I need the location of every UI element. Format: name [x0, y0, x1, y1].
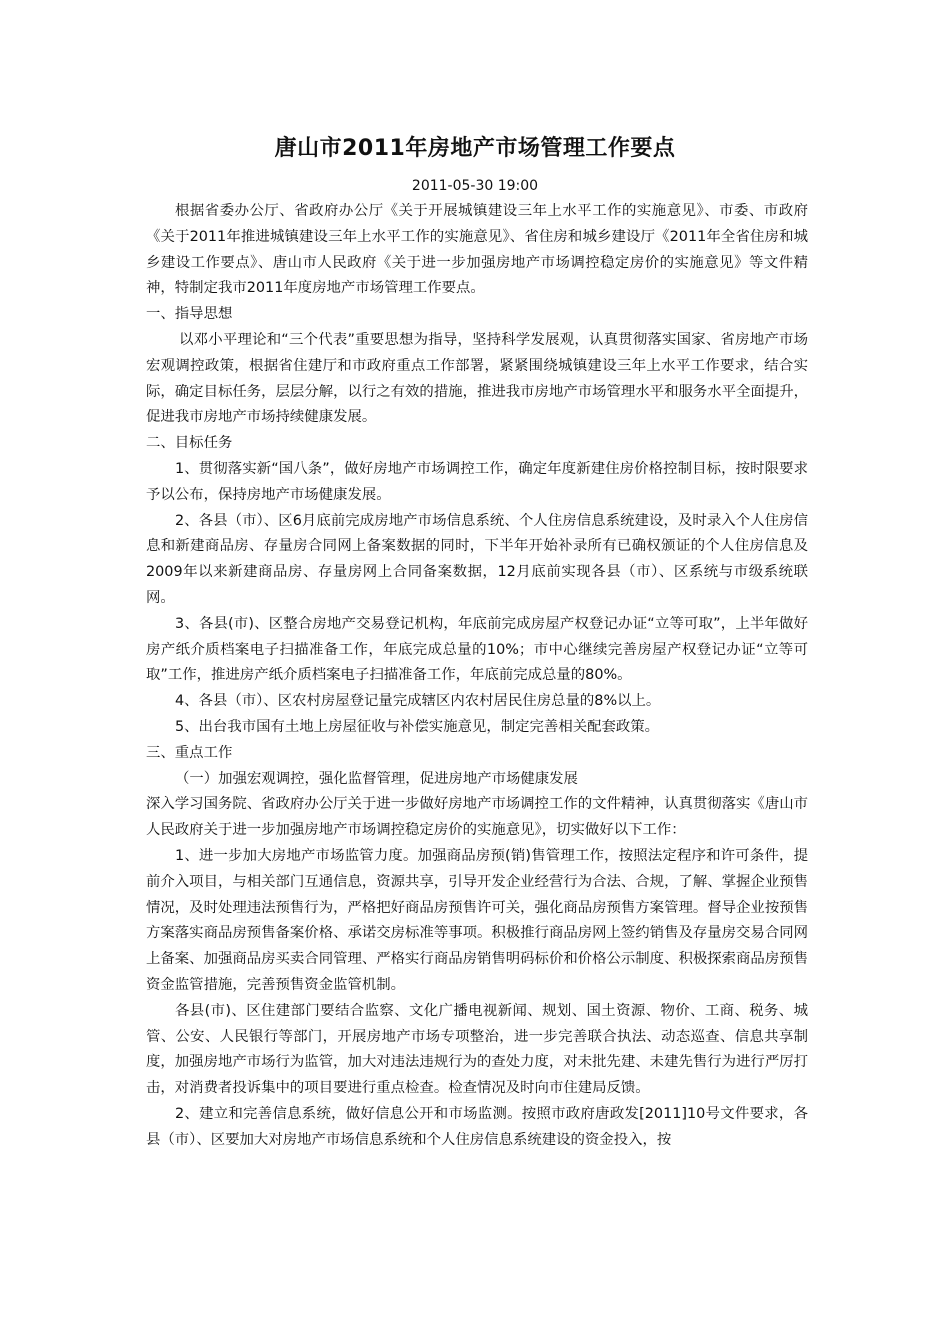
publish-date: 2011-05-30 19:00: [411, 178, 539, 194]
list-item: 2、建立和完善信息系统，做好信息公开和市场监测。按照市政府唐政发[2011]10号文件要求，各县（市）、区要加大对房地产市场信息系统和个人住房信息系统建设的资金投入，按: [146, 1105, 808, 1148]
paragraph-intro: 根据省委办公厅、省政府办公厅《关于开展城镇建设三年上水平工作的实施意见》、市委、市政府《关于2011年推进城镇建设三年上水平工作的实施意见》、省住房和城乡建设厅《2011年全省住房和城乡建设工作要点》、唐山市人民政府《关于进一步加强房地产市场调控稳定房价的实施意见》等文件精神，特制定我市2011年度房地产市场管理工作要点。: [146, 203, 808, 297]
paragraph: 深入学习国务院、省政府办公厅关于进一步做好房地产市场调控工作的文件精神，认真贯彻落实《唐山市人民政府关于进一步加强房地产市场调控稳定房价的实施意见》，切实做好以下工作：: [146, 796, 808, 839]
list-item: 4、各县（市）、区农村房屋登记量完成辖区内农村居民住房总量的8%以上。: [175, 693, 661, 710]
document-body: [146, 199, 808, 1153]
list-item: 5、出台我市国有土地上房屋征收与补偿实施意见，制定完善相关配套政策。: [175, 718, 660, 735]
document-title: 唐山市2011年房地产市场管理工作要点: [274, 136, 676, 161]
list-item: 2、各县（市）、区6月底前完成房地产市场信息系统、个人住房信息系统建设，及时录入个人住房信息和新建商品房、存量房合同网上备案数据的同时，下半年开始补录所有已确权颁证的个人住房信息及2009年以来新建商品房、存量房网上合同备案数据，12月底前实现各县（市）、区系统与市级系统联网。: [146, 512, 808, 606]
list-item: 1、贯彻落实新“国八条”，做好房地产市场调控工作，确定年度新建住房价格控制目标，按时限要求予以公布，保持房地产市场健康发展。: [146, 460, 808, 503]
subsection-heading: （一）加强宏观调控，强化监督管理，促进房地产市场健康发展: [175, 770, 578, 787]
list-item: 3、各县(市)、区整合房地产交易登记机构，年底前完成房屋产权登记办证“立等可取”，上半年做好房产纸介质档案电子扫描准备工作，年底完成总量的10%；市中心继续完善房屋产权登记办证“立等可取”工作，推进房产纸介质档案电子扫描准备工作，年底前完成总量的80%。: [146, 615, 808, 684]
paragraph: 以邓小平理论和“三个代表”重要思想为指导，坚持科学发展观，认真贯彻落实国家、省房地产市场宏观调控政策，根据省住建厅和市政府重点工作部署，紧紧围绕城镇建设三年上水平工作要求，结合实际，确定目标任务，层层分解，以行之有效的措施，推进我市房地产市场管理水平和服务水平全面提升，促进我市房地产市场持续健康发展。: [146, 331, 808, 426]
list-item: 1、进一步加大房地产市场监管力度。加强商品房预(销)售管理工作，按照法定程序和许可条件，提前介入项目，与相关部门互通信息，资源共享，引导开发企业经营行为合法、合规，了解、掌握企业预售情况，及时处理违法预售行为，严格把好商品房预售许可关，强化商品房预售方案管理。督导企业按预售方案落实商品房预售备案价格、承诺交房标准等事项。积极推行商品房网上签约销售及存量房交易合同网上备案、加强商品房买卖合同管理、严格实行商品房销售明码标价和价格公示制度、积极探索商品房预售资金监管措施，完善预售资金监管机制。: [146, 847, 808, 993]
section-heading: 三、重点工作: [146, 744, 233, 761]
section-heading: 一、指导思想: [146, 306, 233, 323]
section-heading: 二、目标任务: [146, 435, 233, 452]
paragraph: 各县(市)、区住建部门要结合监察、文化广播电视新闻、规划、国土资源、物价、工商、税务、城管、公安、人民银行等部门，开展房地产市场专项整治，进一步完善联合执法、动态巡查、信息共享制度，加强房地产市场行为监管，加大对违法违规行为的查处力度，对未批先建、未建先售行为进行严厉打击，对消费者投诉集中的项目要进行重点检查。检查情况及时向市住建局反馈。: [146, 1002, 808, 1097]
